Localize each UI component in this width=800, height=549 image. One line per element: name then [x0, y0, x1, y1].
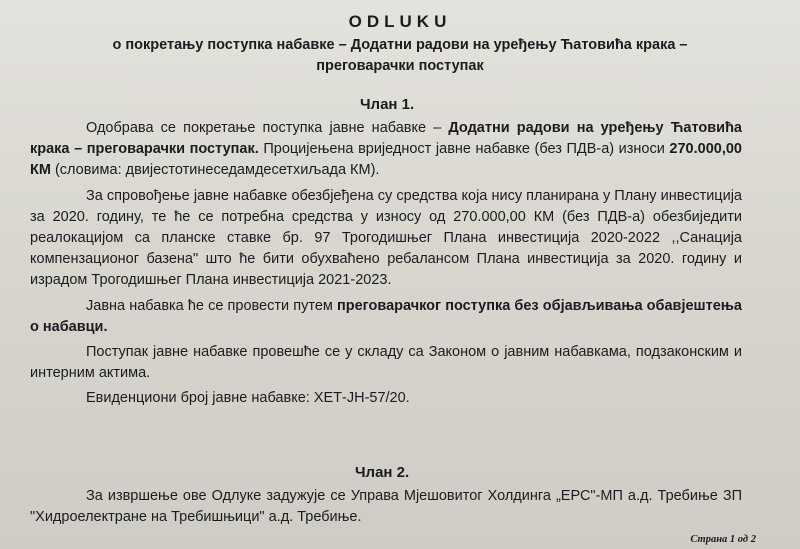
paragraph-text: Одобрава се покретање поступка јавне набавке –: [86, 120, 449, 136]
procurement-subject: Додатни радови на уређењу Ћатовића крака – преговарачки поступак.: [30, 120, 742, 157]
document-subtitle-line-2: преговарачки поступак: [316, 58, 484, 74]
document-subtitle-line-1: о покретању поступка набавке – Додатни радови на уређењу Ћатовића крака –: [112, 37, 688, 53]
procedure-type: преговарачког поступка без објављивања обавјештења о набавци.: [30, 298, 742, 335]
article-1-paragraph-3: [30, 296, 742, 338]
document-title: ODLUKU: [348, 12, 452, 31]
page-number: Страна 1 од 2: [690, 534, 756, 545]
paragraph-text: (словима: двијестотинеседамдесетхиљада КМ).: [50, 162, 380, 178]
article-1-paragraph-5: Евиденциони број јавне набавке: ХЕТ-ЈН-57/20.: [86, 390, 410, 406]
article-2-heading: Члан 2.: [355, 464, 410, 481]
article-1-paragraph-2: За спровођење јавне набавке обезбјеђена су средства која нису планирана у Плану инвестиција за 2020. годину, те ће се потребна средства у износу од 270.000,00 КМ (без ПДВ-а) обезбиједити реалокацијом са планске ставке бр. 97 Трогодишњег Плана инвестиција 2020-2022 ,,Санација компензационог базена" што ће бити обухваћено ребалансом Плана инвестиција за 2020. годину и израдом Трогодишњег Плана инвестиција 2021-2023.: [30, 188, 742, 288]
article-2-paragraph-1: За извршење ове Одлуке задужује се Управа Мјешовитог Холдинга „ЕРС"-МП а.д. Требиње ЗП "Хидроелектране на Требишњици" а.д. Требиње.: [30, 488, 742, 525]
article-1-paragraph-1: [30, 118, 742, 181]
paragraph-text: Процијењена вриједност јавне набавке (без ПДВ-а) износи: [258, 141, 670, 157]
article-1-heading: Члан 1.: [360, 96, 415, 113]
paragraph-text: Јавна набавка ће се провести путем: [86, 298, 337, 314]
estimated-value: 270.000,00 КМ: [30, 141, 742, 178]
article-1-paragraph-4: Поступак јавне набавке провешће се у складу са Законом о јавним набавкама, подзаконским и интерним актима.: [30, 344, 742, 381]
